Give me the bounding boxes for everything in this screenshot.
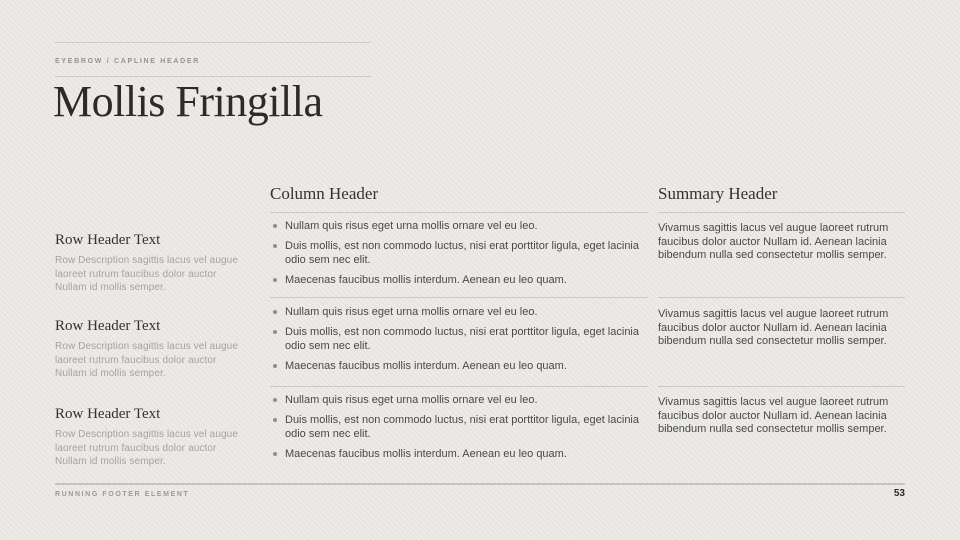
row-bullets-cell bbox=[270, 305, 648, 379]
bullet-item bbox=[270, 325, 648, 353]
row-bullets-cell bbox=[270, 219, 648, 293]
row-divider bbox=[658, 386, 905, 387]
footer-divider bbox=[55, 483, 905, 485]
bullet-text: Duis mollis, est non commodo luctus, nisi erat porttitor ligula, eget lacinia odio sem nec elit. bbox=[285, 240, 639, 266]
bullet-item bbox=[270, 239, 648, 267]
bullet-icon bbox=[273, 330, 277, 334]
page-number: 53 bbox=[893, 488, 905, 499]
bullet-text: Maecenas faucibus mollis interdum. Aenean eu leo quam. bbox=[285, 448, 567, 460]
bullet-text: Duis mollis, est non commodo luctus, nisi erat porttitor ligula, eget lacinia odio sem nec elit. bbox=[285, 414, 639, 440]
row-description: Row Description sagittis lacus vel augue laoreet rutrum faucibus dolor auctor Nullam id mollis semper. bbox=[55, 255, 238, 293]
row-description: Row Description sagittis lacus vel augue laoreet rutrum faucibus dolor auctor Nullam id mollis semper. bbox=[55, 341, 238, 379]
bullet-icon bbox=[273, 310, 277, 314]
bullet-item bbox=[270, 393, 648, 407]
bullet-text: Nullam quis risus eget urna mollis ornare vel eu leo. bbox=[285, 306, 538, 318]
row-header: Row Header Text bbox=[55, 232, 161, 248]
summary-text: Vivamus sagittis lacus vel augue laoreet rutrum faucibus dolor auctor Nullam id. Aenean lacinia bibendum nulla sed consectetur mollis semper. bbox=[658, 308, 889, 347]
row-summary-cell bbox=[658, 308, 905, 349]
eyebrow-label: EYEBROW / CAPLINE HEADER bbox=[55, 58, 201, 65]
row-bullets-cell bbox=[270, 393, 648, 467]
running-footer: RUNNING FOOTER ELEMENT bbox=[55, 491, 190, 498]
bullet-item bbox=[270, 273, 648, 287]
column-header: Column Header bbox=[270, 184, 379, 203]
bullet-icon bbox=[273, 452, 277, 456]
page-title: Mollis Fringilla bbox=[53, 77, 323, 126]
bullet-icon bbox=[273, 398, 277, 402]
summary-text: Vivamus sagittis lacus vel augue laoreet rutrum faucibus dolor auctor Nullam id. Aenean lacinia bibendum nulla sed consectetur mollis semper. bbox=[658, 222, 889, 261]
bullet-item bbox=[270, 413, 648, 441]
row-divider bbox=[658, 297, 905, 298]
eyebrow-header bbox=[55, 42, 371, 77]
bullet-text: Duis mollis, est non commodo luctus, nisi erat porttitor ligula, eget lacinia odio sem nec elit. bbox=[285, 326, 639, 352]
column-header-divider bbox=[270, 212, 648, 213]
row-header-cell bbox=[55, 318, 251, 381]
bullet-icon bbox=[273, 278, 277, 282]
bullet-icon bbox=[273, 418, 277, 422]
bullet-text: Nullam quis risus eget urna mollis ornare vel eu leo. bbox=[285, 220, 538, 232]
bullet-icon bbox=[273, 364, 277, 368]
summary-header: Summary Header bbox=[658, 184, 778, 203]
summary-text: Vivamus sagittis lacus vel augue laoreet rutrum faucibus dolor auctor Nullam id. Aenean lacinia bibendum nulla sed consectetur mollis semper. bbox=[658, 396, 889, 435]
bullet-text: Nullam quis risus eget urna mollis ornare vel eu leo. bbox=[285, 394, 538, 406]
row-summary-cell bbox=[658, 396, 905, 437]
bullet-icon bbox=[273, 224, 277, 228]
bullet-text: Maecenas faucibus mollis interdum. Aenean eu leo quam. bbox=[285, 360, 567, 372]
row-divider bbox=[270, 297, 648, 298]
row-header: Row Header Text bbox=[55, 318, 161, 334]
bullet-icon bbox=[273, 244, 277, 248]
row-description: Row Description sagittis lacus vel augue laoreet rutrum faucibus dolor auctor Nullam id mollis semper. bbox=[55, 429, 238, 467]
bullet-item bbox=[270, 359, 648, 373]
row-divider bbox=[270, 386, 648, 387]
bullet-item bbox=[270, 447, 648, 461]
row-summary-cell bbox=[658, 222, 905, 263]
row-header-cell bbox=[55, 406, 251, 469]
bullet-item bbox=[270, 219, 648, 233]
bullet-text: Maecenas faucibus mollis interdum. Aenean eu leo quam. bbox=[285, 274, 567, 286]
row-header-cell bbox=[55, 232, 251, 295]
bullet-item bbox=[270, 305, 648, 319]
summary-header-divider bbox=[658, 212, 905, 213]
row-header: Row Header Text bbox=[55, 406, 161, 422]
